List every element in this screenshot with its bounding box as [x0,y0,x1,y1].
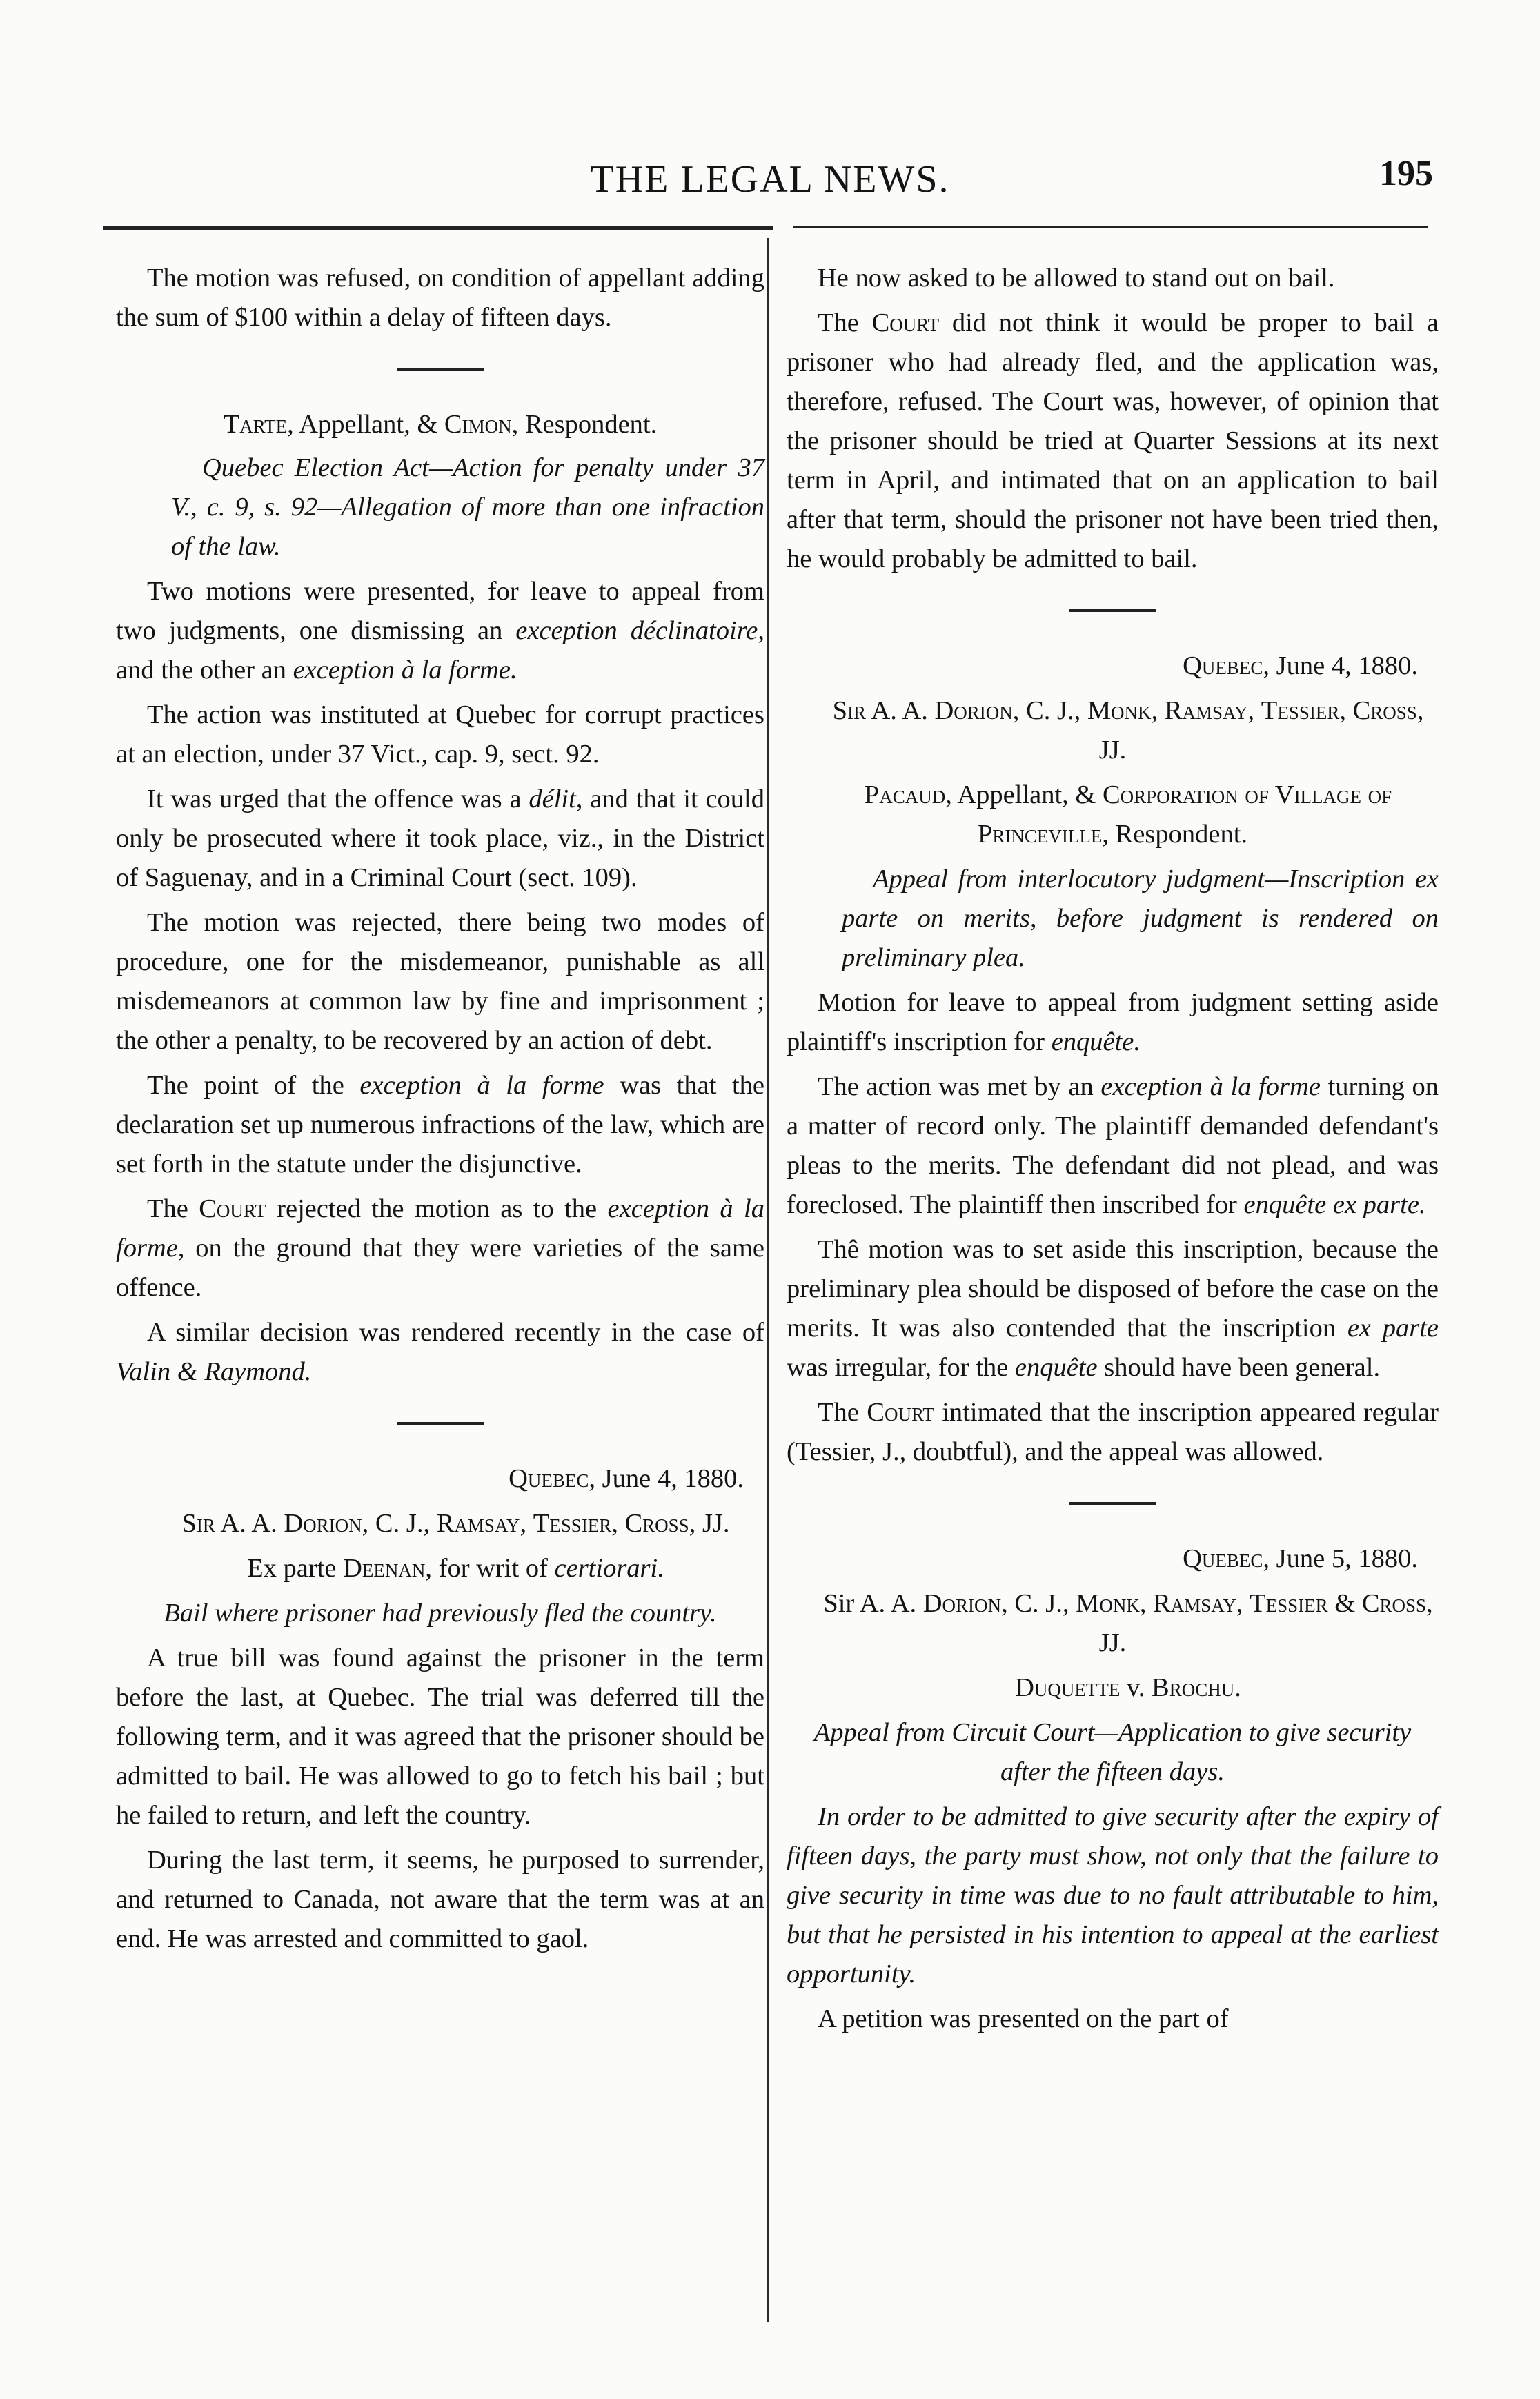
small-caps-text: Quebec [1183,651,1263,680]
text-run: The action was instituted at Quebec for corrupt practices at an election, under 37 Vict., cap. 9, sect. 92. [116,700,764,769]
small-caps-text: Sir [181,1509,215,1538]
text-run: The [147,1194,199,1223]
text-run: Sir A. A. [823,1589,923,1618]
italic-text: exception à la forme [1100,1072,1321,1101]
case-place-date [787,1539,1439,1579]
text-run: , Respondent. [1102,820,1248,849]
small-caps-text: Tessier [1250,1589,1328,1618]
small-caps-text: Monk [1087,696,1152,725]
small-caps-text: Cross [624,1509,689,1538]
case-place-date [787,646,1439,686]
italic-text: exception à la forme [359,1071,604,1100]
paragraph [116,695,764,774]
text-run: , Appellant, & [945,780,1103,809]
small-caps-text: Duquette [1015,1673,1121,1702]
paragraph [787,1230,1439,1388]
text-run: , on the ground that they were varieties of the same offence. [116,1234,764,1302]
text-run: A. A. [215,1509,284,1538]
case-bench [116,1504,764,1543]
text-run: , Appellant, & [287,410,444,439]
text-run: , and that it could only be prosecuted where it took place, viz., in the District of Saguenay, and in a Criminal Court (sect. 109). [116,784,764,892]
paragraph [116,1313,764,1392]
italic-text: enquête. [1051,1027,1141,1056]
small-caps-text: Cimon [444,410,512,439]
text-run: A. A. [865,696,935,725]
text-run: During the last term, it seems, he purposed to surrender, and returned to Canada, not aware that the term was at an end. He was arrested and committed to gaol. [116,1846,764,1953]
text-run: A petition was presented on the part of [818,2004,1229,2033]
small-caps-text: Quebec [509,1464,589,1493]
italic-text: délit [529,784,576,813]
text-run: , [1139,1589,1154,1618]
text-run: , Respondent. [511,410,658,439]
page-number: 195 [1379,154,1433,193]
case-syllabus: Appeal from Circuit Court—Application to give security after the fifteen days. [813,1718,1412,1786]
case-place-date [116,1459,764,1499]
text-run: Ex parte [247,1554,344,1583]
paragraph [787,304,1439,579]
case-syllabus: Bail where prisoner had previously fled the country. [164,1599,717,1628]
case-bench [787,1584,1439,1663]
text-run: , [1236,1589,1250,1618]
text-run: , [1247,696,1261,725]
text-run: Two motions were presented, for leave to appeal from two judgments, one dismissing an [116,577,764,645]
text-run: , [611,1509,625,1538]
small-caps-text: Ramsay [436,1509,520,1538]
case-syllabus: Quebec Election Act—Action for penalty under 37 V., c. 9, s. 92—Allegation of more than one infraction of the law. [171,453,764,561]
text-run: , June 4, 1880. [1263,651,1418,680]
case-body-continued [787,259,1439,579]
text-run: , [1339,696,1353,725]
small-caps-text: Court [199,1194,266,1223]
paragraph [787,259,1439,298]
section-separator [1069,609,1156,612]
italic-text: enquête ex parte. [1243,1190,1426,1219]
text-run: A similar decision was rendered recently in the case of [147,1318,764,1347]
case-body [116,1639,764,1959]
small-caps-text: Quebec [1183,1544,1263,1573]
paragraph [116,903,764,1060]
text-run: Motion for leave to appeal from judgment setting aside plaintiff's inscription for [787,988,1439,1056]
case-parties [116,405,764,444]
text-run: The point of the [147,1071,360,1100]
left-column [116,259,764,1964]
small-caps-text: Tessier [1261,696,1340,725]
small-caps-text: Pacaud [864,780,946,809]
small-caps-text: Ramsay [1164,696,1248,725]
text-run: The [818,1398,867,1427]
case-body [787,2000,1439,2039]
paragraph [787,1393,1439,1472]
small-caps-text: Dorion [922,1589,1002,1618]
italic-text: exception à la forme [116,1194,764,1263]
paragraph [787,2000,1439,2039]
case-title [787,1668,1439,1708]
paragraph [116,1639,764,1835]
text-run: , June 4, 1880. [589,1464,744,1493]
text-run: & [1327,1589,1362,1618]
italic-text: exception déclinatoire [515,616,758,645]
small-caps-text: Court [867,1398,934,1427]
text-run: , C. J., [1012,696,1087,725]
section-separator [397,1422,484,1425]
small-caps-text: Corporation of Village of Princeville [977,780,1392,849]
small-caps-text: Court [871,308,940,337]
text-run: , [1151,696,1165,725]
text-run: He now asked to be allowed to stand out on bail. [818,264,1335,293]
paragraph [787,983,1439,1062]
paragraph: The motion was refused, on condition of appellant adding the sum of $100 within a delay of fifteen days. [116,264,764,332]
text-run: Thê motion was to set aside this inscription, because the preliminary plea should be disposed of before the case on the merits. It was also contended that the inscription [787,1235,1439,1343]
text-run: did not think it would be proper to bail a prisoner who had already fled, and the application was, therefore, refused. The Court was, however, of opinion that the prisoner should be tried at Quarter Sessions at its next term in April, and intimated that on an application to bail after that term, should the prisoner not have been tried then, he would probably be admitted to bail. [787,308,1439,573]
text-run: The motion was rejected, there being two modes of procedure, one for the misdemeanor, punishable as all misdemeanors at common law by fine and imprisonment ; the other a penalty, to be recovered by an action of debt. [116,908,764,1055]
text-run: The [818,308,872,337]
text-run: rejected the motion as to the [266,1194,608,1223]
italic-text: Valin & Raymond. [116,1357,312,1386]
text-run: , JJ. [1098,696,1424,764]
case-holding: In order to be admitted to give security after the expiry of fifteen days, the party must show, not only that the failure to give security in time was due to no fault attributable to him, but that he persisted in his intention to appeal at the earliest opportunity. [787,1802,1439,1988]
text-run: should have been general. [1097,1353,1381,1382]
text-run: turning on a matter of record only. The plaintiff demanded defendant's pleas to the merits. The defendant did not plead, and was foreclosed. The plaintiff then inscribed for [787,1072,1439,1219]
small-caps-text: Cross [1361,1589,1427,1618]
small-caps-text: Cross [1352,696,1417,725]
header-rule-right [793,226,1428,228]
small-caps-text: Brochu [1152,1673,1235,1702]
case-syllabus: Appeal from interlocutory judgment—Inscription ex parte on merits, before judgment is rendered on preliminary plea. [842,865,1439,972]
paragraph [116,1066,764,1184]
paragraph [116,572,764,690]
paragraph [116,780,764,898]
text-run: intimated that the inscription appeared regular (Tessier, J., doubtful), and the appeal was allowed. [787,1398,1439,1466]
case-body [787,983,1439,1472]
text-run: , C. J., [1001,1589,1076,1618]
text-run: was that the declaration set up numerous infractions of the law, which are set forth in the statute under the disjunctive. [116,1071,765,1178]
text-run: It was urged that the offence was a [147,784,529,813]
italic-text: certiorari. [554,1554,664,1583]
text-run: . [1234,1673,1241,1702]
italic-text: enquête [1014,1353,1098,1382]
text-run: , for writ of [425,1554,555,1583]
italic-text: ex parte [1347,1314,1439,1343]
section-separator [1069,1502,1156,1505]
column-divider [767,238,769,2322]
case-parties [787,776,1439,854]
text-run: , JJ. [1098,1589,1433,1657]
small-caps-text: Deenan [343,1554,426,1583]
small-caps-text: Ramsay [1153,1589,1236,1618]
small-caps-text: Dorion [284,1509,362,1538]
right-column [787,259,1439,2044]
text-run: A true bill was found against the prisoner in the term before the last, at Quebec. The trial was deferred till the following term, and it was agreed that the prisoner should be admitted to bail. He was allowed to go to fetch his bail ; but he failed to return, and left the country. [116,1643,764,1830]
case-title [116,1549,764,1588]
section-separator [397,368,484,371]
text-run: The action was met by an [818,1072,1101,1101]
italic-text: exception à la forme. [293,655,517,684]
small-caps-text: Monk [1076,1589,1140,1618]
running-title: THE LEGAL NEWS. [590,158,950,201]
paragraph [116,1189,764,1307]
text-run: v. [1120,1673,1152,1702]
text-run: , June 5, 1880. [1263,1544,1418,1573]
small-caps-text: Sir [832,696,866,725]
small-caps-text: Tarte [223,410,288,439]
text-run: , [520,1509,533,1538]
text-run: , JJ. [689,1509,730,1538]
small-caps-text: Tessier [533,1509,612,1538]
text-run: , and the other an [116,616,764,684]
header-rule-left [103,226,773,230]
paragraph [116,1841,764,1959]
case-body [116,572,764,1392]
text-run: , C. J., [362,1509,437,1538]
case-bench [787,691,1439,770]
paragraph [787,1067,1439,1225]
text-run: was irregular, for the [787,1353,1015,1382]
small-caps-text: Dorion [934,696,1013,725]
